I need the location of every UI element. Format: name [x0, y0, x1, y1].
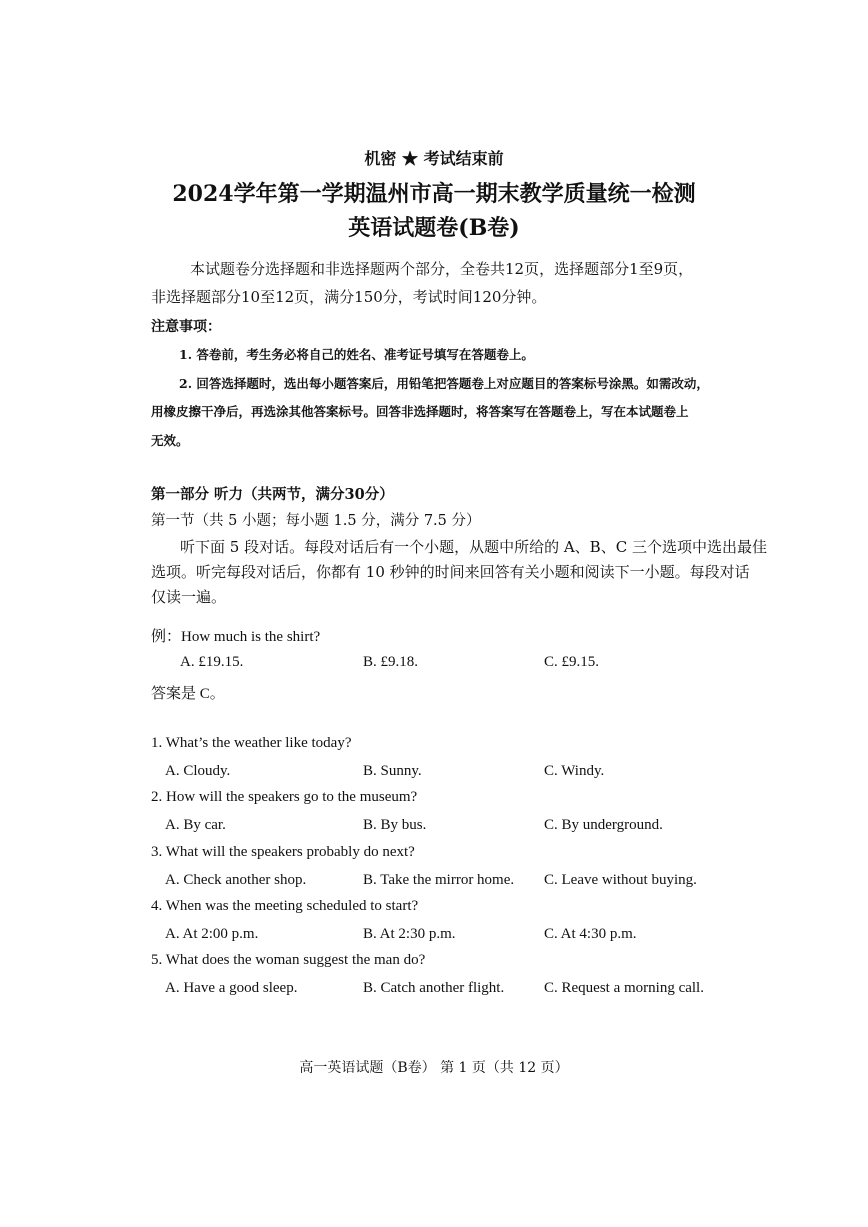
question-4: 4. When was the meeting scheduled to start?	[151, 898, 419, 914]
question-3-option-b: B. Take the mirror home.	[363, 872, 515, 888]
confidential-label: 机密 ★ 考试结束前	[364, 149, 504, 168]
example-option-c: C. £9.15.	[544, 654, 600, 670]
example-option-a: A. £19.15.	[180, 654, 244, 670]
question-4-option-c: C. At 4:30 p.m.	[544, 926, 637, 942]
example-answer: 答案是 C。	[151, 686, 225, 702]
instructions-line-2: 选项。听完每段对话后，你都有 10 秒钟的时间来回答有关小题和阅读下一小题。每段对话	[151, 563, 750, 581]
question-3: 3. What will the speakers probably do next?	[151, 844, 415, 860]
exam-subtitle: 英语试题卷(B卷)	[348, 215, 520, 241]
question-5-option-b: B. Catch another flight.	[363, 980, 505, 996]
example-option-b: B. £9.18.	[363, 654, 419, 670]
page-footer: 高一英语试题（B卷） 第 1 页（共 12 页）	[299, 1060, 569, 1076]
question-5-option-a: A. Have a good sleep.	[165, 980, 298, 996]
note-2-line-1: 2. 回答选择题时，选出每小题答案后，用铅笔把答题卷上对应题目的答案标号涂黑。如需改动，	[179, 376, 709, 391]
exam-title: 2024学年第一学期温州市高一期末教学质量统一检测	[172, 181, 696, 207]
instructions-line-3: 仅读一遍。	[151, 588, 227, 606]
notes-heading: 注意事项：	[151, 319, 221, 335]
intro-line-1: 本试题卷分选择题和非选择题两个部分，全卷共12页，选择题部分1至9页，	[190, 260, 694, 278]
question-2-option-a: A. By car.	[165, 817, 226, 833]
question-1-option-c: C. Windy.	[544, 763, 605, 779]
question-5-option-c: C. Request a morning call.	[544, 980, 704, 996]
note-2-line-3: 无效。	[151, 433, 189, 448]
question-1: 1. What’s the weather like today?	[151, 735, 352, 751]
question-1-option-a: A. Cloudy.	[165, 763, 231, 779]
question-2-option-c: C. By underground.	[544, 817, 663, 833]
question-3-option-a: A. Check another shop.	[165, 872, 307, 888]
note-1: 1. 答卷前，考生务必将自己的姓名、准考证号填写在答题卷上。	[179, 347, 534, 362]
example-question: 例：How much is the shirt?	[151, 629, 321, 645]
instructions-line-1: 听下面 5 段对话。每段对话后有一个小题，从题中所给的 A、B、C 三个选项中选出最佳	[180, 538, 767, 556]
question-4-option-b: B. At 2:30 p.m.	[363, 926, 456, 942]
question-3-option-c: C. Leave without buying.	[544, 872, 697, 888]
question-5: 5. What does the woman suggest the man do?	[151, 952, 426, 968]
question-2-option-b: B. By bus.	[363, 817, 427, 833]
question-4-option-a: A. At 2:00 p.m.	[165, 926, 259, 942]
note-2-line-2: 用橡皮擦干净后，再选涂其他答案标号。回答非选择题时，将答案写在答题卷上，写在本试题卷上	[151, 404, 689, 419]
intro-line-2: 非选择题部分10至12页，满分150分，考试时间120分钟。	[151, 288, 547, 306]
part-1-heading: 第一部分 听力（共两节，满分30分）	[151, 486, 394, 503]
section-1-heading: 第一节（共 5 小题；每小题 1.5 分，满分 7.5 分）	[151, 513, 481, 529]
question-1-option-b: B. Sunny.	[363, 763, 422, 779]
question-2: 2. How will the speakers go to the museum?	[151, 789, 418, 805]
